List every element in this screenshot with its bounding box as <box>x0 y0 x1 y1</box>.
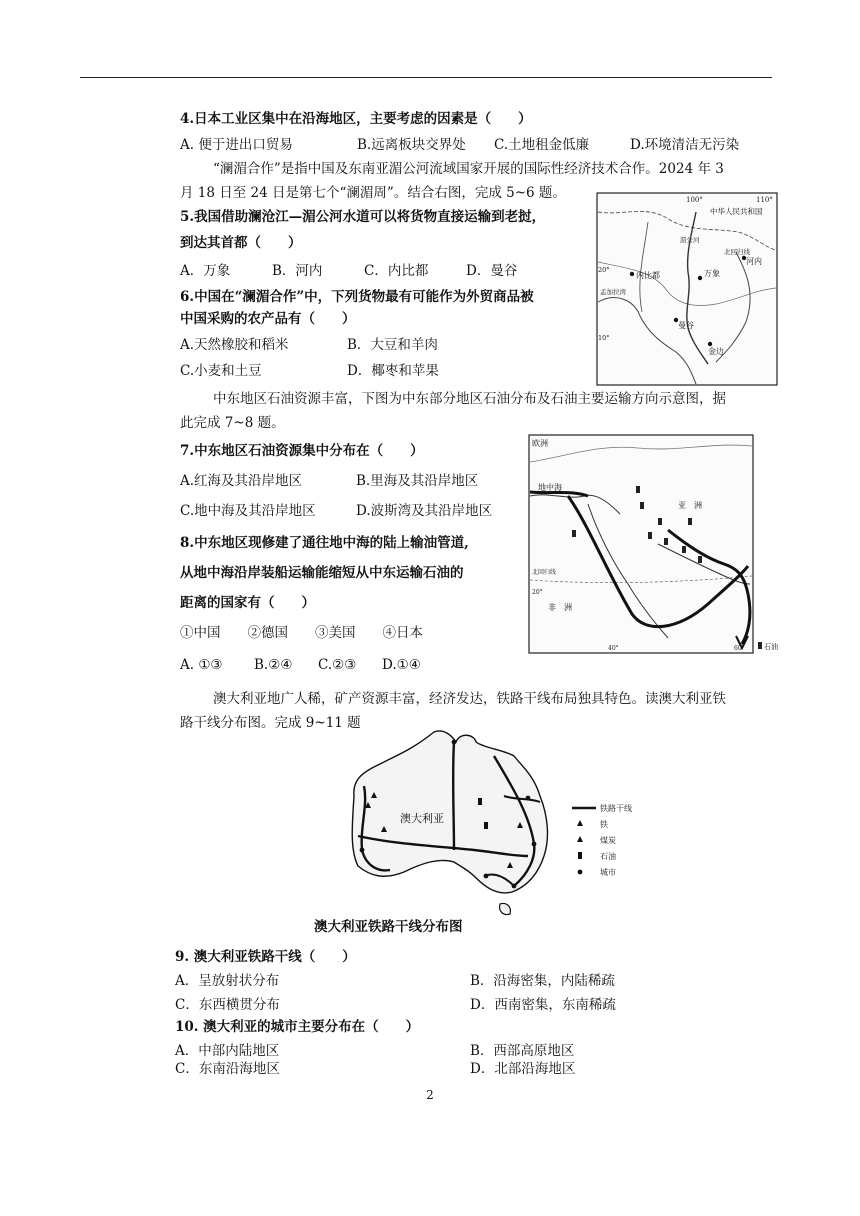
q9-option-a: A．呈放射状分布 <box>175 973 280 989</box>
q4-stem: 4.日本工业区集中在沿海地区，主要考虑的因素是（ ） <box>180 111 532 127</box>
phnom-penh-label: 金边 <box>708 347 724 356</box>
lat-10-label: 10° <box>598 334 610 342</box>
intro78-line1: 中东地区石油资源丰富，下图为中东部分地区石油分布及石油主要运输方向示意图，据 <box>213 391 726 407</box>
q7-option-c: C.地中海及其沿岸地区 <box>180 503 316 519</box>
q10-option-d: D．北部沿海地区 <box>470 1061 576 1077</box>
q9-option-c: C．东西横贯分布 <box>175 997 280 1013</box>
oil-symbol <box>636 486 640 493</box>
q5-option-d: D．曼谷 <box>466 263 518 279</box>
oil-symbol <box>698 556 702 563</box>
legend-city-symbol <box>578 870 583 875</box>
intro78-line2: 此完成 7~8 题。 <box>180 415 285 431</box>
oil-symbol <box>572 530 576 537</box>
legend-oil-symbol <box>758 642 762 649</box>
asia-label: 亚 洲 <box>678 501 702 510</box>
q7-stem: 7.中东地区石油资源集中分布在（ ） <box>180 443 424 459</box>
q8-stem-line3: 距离的国家有（ ） <box>180 595 315 611</box>
australia-map-caption: 澳大利亚铁路干线分布图 <box>314 919 463 935</box>
oil-symbol <box>648 532 652 539</box>
legend-iron-symbol <box>577 820 583 826</box>
oil-symbol <box>484 822 488 829</box>
q6-option-a: A.天然橡胶和稻米 <box>180 337 289 353</box>
q8-stem-line2: 从地中海沿岸装船运输能缩短从中东运输石油的 <box>180 565 464 581</box>
q8-option-d: D.①④ <box>382 657 421 673</box>
q9-option-d: D．西南密集，东南稀疏 <box>470 997 616 1013</box>
q4-option-b: B.远离板块交界处 <box>357 137 466 153</box>
q6-option-d: D．椰枣和苹果 <box>347 363 439 379</box>
intro56-line1: “澜湄合作”是指中国及东南亚湄公河流域国家开展的国际性经济技术合作。2024 年 3 <box>213 161 724 177</box>
legend-oil-label: 石油 <box>600 852 616 861</box>
australia-outline <box>352 731 547 893</box>
intro911-line1: 澳大利亚地广人稀，矿产资源丰富，经济发达，铁路干线布局独具特色。读澳大利亚铁 <box>213 691 726 707</box>
bangkok-label: 曼谷 <box>678 321 694 330</box>
q7-option-a: A.红海及其沿岸地区 <box>180 473 303 489</box>
africa-label: 非 洲 <box>548 603 572 612</box>
q7-option-d: D.波斯湾及其沿岸地区 <box>356 503 493 519</box>
legend-iron-label: 铁 <box>600 820 608 829</box>
naypyidaw-label: 内比都 <box>636 271 660 280</box>
q8-option-a: A. ①③ <box>180 657 223 673</box>
q10-stem: 10. 澳大利亚的城市主要分布在（ ） <box>175 1019 420 1035</box>
vientiane-label: 万象 <box>704 269 720 278</box>
q5-stem-line2: 到达其首都（ ） <box>180 235 302 251</box>
bay-of-bengal-label: 孟加拉湾 <box>600 288 626 296</box>
railway-line <box>453 742 454 850</box>
q6-stem-line2: 中国采购的农产品有（ ） <box>180 311 356 327</box>
q4-option-c: C.土地租金低廉 <box>494 137 590 153</box>
q10-option-b: B．西部高原地区 <box>470 1043 575 1059</box>
hanoi-label: 河内 <box>746 257 762 266</box>
city-dot <box>360 848 365 853</box>
phnom-penh-dot <box>708 342 712 346</box>
city-dot <box>526 796 531 801</box>
intro56-line2: 月 18 日至 24 日是第七个“澜湄周”。结合右图，完成 5~6 题。 <box>180 185 566 201</box>
oil-symbol <box>664 538 668 545</box>
australia-railway-map <box>344 726 660 916</box>
q6-stem-line1: 6.中国在“澜湄合作”中，下列货物最有可能作为外贸商品被 <box>180 289 534 305</box>
q4-option-a: A. 便于进出口贸易 <box>180 137 293 153</box>
oil-symbol <box>640 502 644 509</box>
q5-option-c: C．内比都 <box>364 263 429 279</box>
q10-option-c: C．东南沿海地区 <box>175 1061 280 1077</box>
lon-100-label: 100° <box>686 196 703 204</box>
middle-east-oil-map <box>528 434 778 656</box>
mekong-river-label: 湄公河 <box>680 236 700 244</box>
lon-40-label: 40° <box>608 645 619 652</box>
header-rule <box>80 77 772 78</box>
oil-symbol <box>658 518 662 525</box>
lat-20-label: 20° <box>598 266 610 274</box>
q10-option-a: A．中部内陆地区 <box>175 1043 280 1059</box>
q6-option-b: B．大豆和羊肉 <box>347 337 438 353</box>
q8-stem-line1: 8.中东地区现修建了通往地中海的陆上输油管道, <box>180 535 469 551</box>
legend-city-label: 城市 <box>600 868 616 877</box>
naypyidaw-dot <box>630 272 634 276</box>
q4-option-d: D.环境清洁无污染 <box>630 137 740 153</box>
q8-items: ①中国 ②德国 ③美国 ④日本 <box>180 625 423 641</box>
q5-option-b: B．河内 <box>272 263 323 279</box>
legend-oil-symbol <box>578 852 582 859</box>
city-dot <box>512 884 517 889</box>
city-dot <box>484 874 489 879</box>
city-dot <box>532 842 537 847</box>
oil-symbol <box>478 798 482 805</box>
legend-coal-symbol <box>577 836 583 842</box>
q7-option-b: B.里海及其沿岸地区 <box>356 473 479 489</box>
oil-symbol <box>688 518 692 525</box>
page-number: 2 <box>426 1088 434 1102</box>
europe-label: 欧洲 <box>532 439 548 448</box>
q9-stem: 9. 澳大利亚铁路干线（ ） <box>175 949 356 965</box>
q8-option-b: B.②④ <box>254 657 293 673</box>
map-frame <box>529 435 753 653</box>
q9-option-b: B．沿海密集，内陆稀疏 <box>470 973 615 989</box>
legend-coal-label: 煤炭 <box>600 836 616 845</box>
city-dot <box>452 740 457 745</box>
vientiane-dot <box>698 276 702 280</box>
tropic-label: 北回归线 <box>532 569 557 576</box>
mediterranean-label: 地中海 <box>538 483 562 492</box>
china-label: 中华人民共和国 <box>710 207 763 216</box>
mekong-region-map <box>596 192 778 386</box>
q6-option-c: C.小麦和土豆 <box>180 363 262 379</box>
legend-oil-label: 石油 <box>764 643 778 651</box>
australia-label: 澳大利亚 <box>400 812 444 825</box>
intro911-line2: 路干线分布图。完成 9~11 题 <box>180 715 361 731</box>
lon-110-label: 110° <box>756 196 773 204</box>
lat-20-label: 20° <box>532 589 543 596</box>
legend-railway-label: 铁路干线 <box>600 804 632 813</box>
tropic-label: 北回归线 <box>724 248 750 256</box>
q5-stem-line1: 5.我国借助澜沧江—湄公河水道可以将货物直接运输到老挝， <box>180 209 546 225</box>
q5-option-a: A．万象 <box>180 263 231 279</box>
q8-option-c: C.②③ <box>318 657 357 673</box>
oil-symbol <box>682 546 686 553</box>
tasmania-outline <box>500 903 511 914</box>
lon-60-label: 60° <box>734 645 745 652</box>
